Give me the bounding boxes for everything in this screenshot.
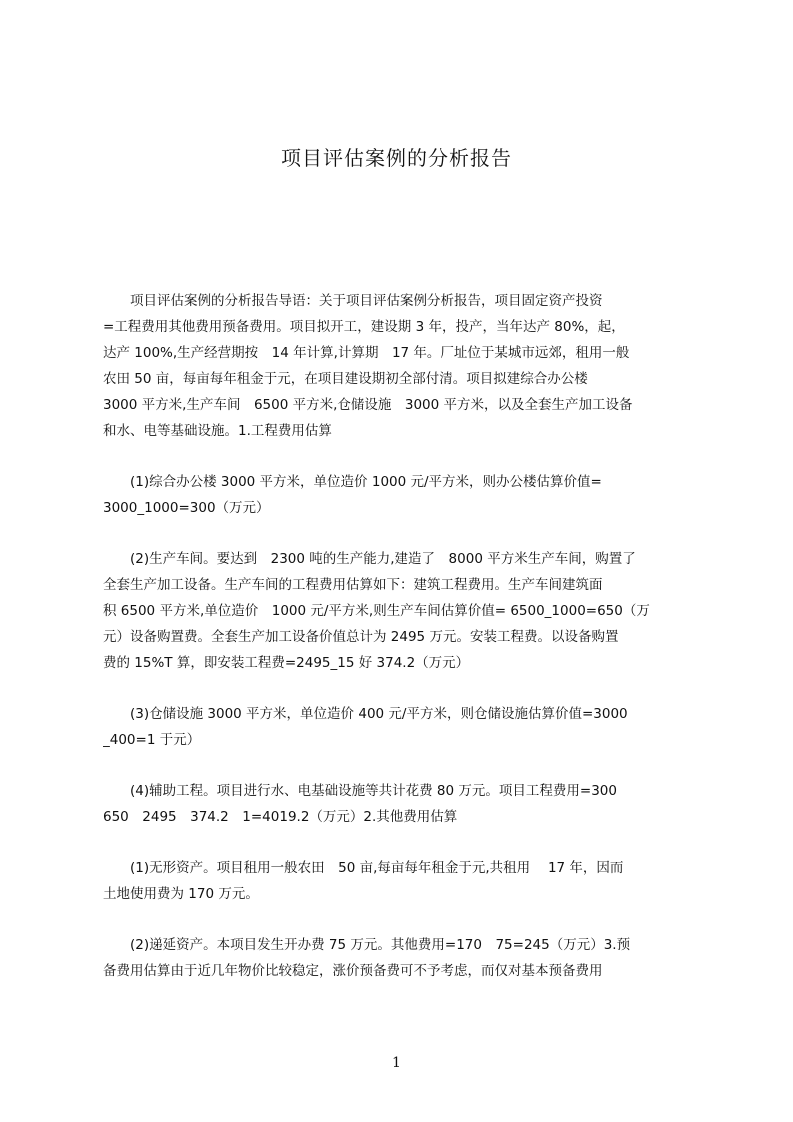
paragraph-intro <box>103 288 699 444</box>
paragraph-deferred-assets <box>103 932 699 984</box>
text-line: (3)仓储设施 3000 平方米，单位造价 400 元/平方米，则仓储设施估算价值=3000 <box>103 706 628 722</box>
text-line: 项目评估案例的分析报告导语：关于项目评估案例分析报告，项目固定资产投资 <box>103 293 603 309</box>
text-line: =工程费用其他费用预备费用。项目拟开工，建设期 3 年，投产，当年达产 80%，起， <box>103 319 625 335</box>
text-line: (2)递延资产。本项目发生开办费 75 万元。其他费用=170 75=245（万元）3.预 <box>103 937 631 953</box>
text-line: (1)无形资产。项目租用一般农田 50 亩,每亩每年租金于元,共租用 17 年，因而 <box>103 860 624 876</box>
text-line: 3000_1000=300（万元） <box>103 500 270 516</box>
text-line: 备费用估算由于近几年物价比较稳定，涨价预备费可不予考虑，而仅对基本预备费用 <box>103 963 603 979</box>
text-line: 积 6500 平方米,单位造价 1000 元/平方米,则生产车间估算价值= 6500_1000=650（万 <box>103 603 650 619</box>
text-line: (2)生产车间。要达到 2300 吨的生产能力,建造了 8000 平方米生产车间，购置了 <box>103 551 636 567</box>
text-line: 费的 15%T 算，即安装工程费=2495_15 好 374.2（万元） <box>103 655 470 671</box>
paragraph-auxiliary-works <box>103 778 699 830</box>
text-line: 3000 平方米,生产车间 6500 平方米,仓储设施 3000 平方米，以及全套生产加工设备 <box>103 397 633 413</box>
text-line: (1)综合办公楼 3000 平方米，单位造价 1000 元/平方米，则办公楼估算价值= <box>103 474 602 490</box>
paragraph-production-workshop <box>103 546 699 676</box>
text-line: _400=1 于元） <box>103 732 201 748</box>
text-line: 达产 100%,生产经营期按 14 年计算,计算期 17 年。厂址位于某城市远郊，租用一般 <box>103 345 630 361</box>
text-line: 元）设备购置费。全套生产加工设备价值总计为 2495 万元。安装工程费。以设备购置 <box>103 629 619 645</box>
text-line: (4)辅助工程。项目进行水、电基础设施等共计花费 80 万元。项目工程费用=300 <box>103 783 617 799</box>
paragraph-intangible-assets <box>103 855 699 907</box>
text-line: 650 2495 374.2 1=4019.2（万元）2.其他费用估算 <box>103 809 458 825</box>
text-line: 土地使用费为 170 万元。 <box>103 886 259 902</box>
text-line: 和水、电等基础设施。1.工程费用估算 <box>103 423 332 439</box>
text-line: 农田 50 亩，每亩每年租金于元，在项目建设期初全部付清。项目拟建综合办公楼 <box>103 371 588 387</box>
paragraph-office-building <box>103 469 699 521</box>
text-line: 全套生产加工设备。生产车间的工程费用估算如下：建筑工程费用。生产车间建筑面 <box>103 577 603 593</box>
document-title: 项目评估案例的分析报告 <box>281 146 512 170</box>
document-body <box>103 288 699 1009</box>
paragraph-storage-facility <box>103 701 699 753</box>
page-number: 1 <box>392 1055 401 1071</box>
